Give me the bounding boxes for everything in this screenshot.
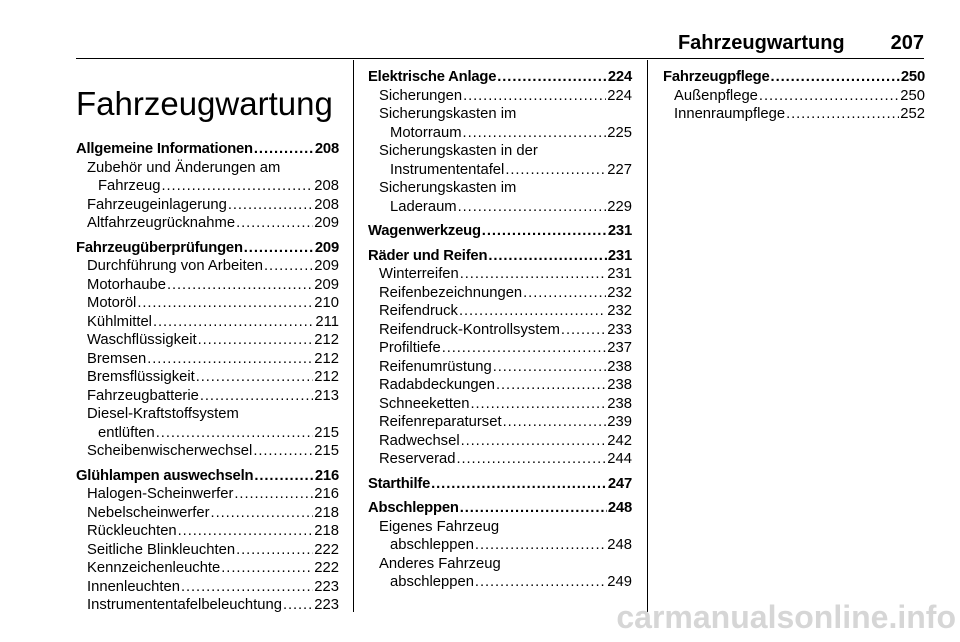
toc-row: [87, 424, 339, 443]
toc-entry[interactable]: [76, 276, 339, 295]
toc-entry[interactable]: [368, 432, 632, 451]
dot-leader: [228, 196, 313, 215]
toc-entry[interactable]: [368, 87, 632, 106]
toc-row: [674, 105, 925, 124]
dot-leader: [759, 87, 899, 106]
column-divider-2: [647, 60, 648, 612]
toc-section: [76, 467, 339, 615]
toc-page-number: 250: [900, 87, 925, 104]
toc-row: [87, 559, 339, 578]
dot-leader: [460, 265, 607, 284]
toc-entry[interactable]: [76, 331, 339, 350]
toc-entry[interactable]: [368, 413, 632, 432]
toc-row: [87, 541, 339, 560]
toc-row: [76, 239, 339, 258]
toc-entry-label: Reifenumrüstung: [379, 358, 492, 375]
toc-entry-label: Fahrzeugpflege: [663, 69, 770, 85]
toc-entry-label: Reifenbezeichnungen: [379, 284, 523, 301]
toc-entry[interactable]: [368, 395, 632, 414]
toc-entry[interactable]: [663, 105, 925, 124]
toc-entry-label: Seitliche Blinkleuchten: [87, 541, 236, 558]
toc-entry-label: Reifenreparaturset: [379, 414, 502, 430]
dot-leader: [561, 321, 606, 340]
running-header-title: Fahrzeugwartung: [677, 31, 845, 54]
toc-entry-line: Sicherungskasten in der: [379, 143, 538, 159]
toc-row: [87, 196, 339, 215]
dot-leader: [221, 559, 313, 578]
dot-leader: [460, 499, 607, 518]
toc-entry[interactable]: [76, 196, 339, 215]
toc-column-2: [368, 68, 632, 592]
toc-entry[interactable]: [663, 87, 925, 106]
toc-entry[interactable]: [368, 376, 632, 395]
toc-page-number: 209: [314, 276, 339, 293]
toc-page-number: 209: [314, 239, 339, 256]
toc-section-heading[interactable]: [368, 499, 632, 518]
toc-entry[interactable]: [76, 159, 339, 196]
toc-page-number: 222: [314, 560, 339, 576]
dot-leader: [236, 541, 313, 560]
toc-section-heading[interactable]: [663, 68, 925, 87]
dot-leader: [475, 573, 606, 592]
toc-entry-label: Motorraum: [390, 124, 462, 141]
toc-entry-label: Radabdeckungen: [379, 377, 496, 393]
toc-section: [76, 239, 339, 461]
toc-row: [379, 376, 632, 395]
toc-page-number: 216: [314, 486, 339, 502]
toc-page-number: 210: [314, 295, 339, 311]
toc-row: [87, 294, 339, 313]
dot-leader: [178, 522, 314, 541]
page-number: 207: [890, 31, 924, 54]
toc-row: [379, 450, 632, 469]
toc-page-number: 215: [314, 424, 339, 441]
toc-row: [87, 350, 339, 369]
toc-row: [379, 161, 632, 180]
toc-entry-label: Abschleppen: [368, 500, 459, 516]
dot-leader: [254, 140, 314, 159]
toc-page-number: 249: [607, 574, 632, 590]
toc-entry-label: Nebelscheinwerfer: [87, 504, 210, 521]
toc-row: [379, 413, 632, 432]
toc-page-number: 242: [607, 432, 632, 449]
dot-leader: [147, 350, 313, 369]
toc-entry[interactable]: [76, 350, 339, 369]
dot-leader: [471, 395, 607, 414]
toc-section: [76, 140, 339, 233]
toc-row: [368, 475, 632, 494]
toc-row: [87, 485, 339, 504]
dot-leader: [254, 467, 314, 486]
toc-row: [87, 214, 339, 233]
toc-entry-label: Außenpflege: [674, 87, 758, 104]
dot-leader: [786, 105, 899, 124]
toc-entry[interactable]: [368, 339, 632, 358]
dot-leader: [234, 485, 313, 504]
toc-entry[interactable]: [368, 358, 632, 377]
toc-page-number: 238: [607, 377, 632, 393]
dot-leader: [523, 284, 606, 303]
toc-row: [76, 467, 339, 486]
toc-entry[interactable]: [76, 522, 339, 541]
header-rule: [76, 58, 924, 59]
toc-page-number: 208: [314, 196, 339, 213]
toc-page-number: 244: [607, 451, 632, 467]
dot-leader: [167, 276, 313, 295]
toc-row: [379, 87, 632, 106]
dot-leader: [475, 536, 606, 555]
toc-entry-label: Glühlampen auswechseln: [76, 467, 254, 484]
toc-entry[interactable]: [76, 485, 339, 504]
toc-page-number: 231: [607, 223, 632, 239]
toc-entry[interactable]: [76, 214, 339, 233]
toc-entry-line: Sicherungskasten im: [379, 180, 517, 196]
toc-page-number: 223: [314, 578, 339, 595]
toc-entry-label: Sicherungen: [379, 87, 463, 104]
dot-leader: [497, 68, 607, 87]
toc-row: [368, 68, 632, 87]
toc-page-number: 252: [900, 106, 925, 122]
toc-entry[interactable]: [76, 294, 339, 313]
dot-leader: [488, 247, 607, 266]
toc-page-number: 232: [607, 303, 632, 319]
toc-entry-label: abschleppen: [390, 574, 474, 590]
toc-entry-label: Innenleuchten: [87, 578, 180, 595]
toc-page-number: 209: [314, 258, 339, 274]
toc-page-number: 211: [315, 313, 339, 330]
toc-section-heading[interactable]: [368, 68, 632, 87]
toc-page-number: 225: [607, 124, 632, 141]
toc-page-number: 224: [607, 69, 632, 85]
dot-leader: [196, 368, 314, 387]
toc-entry-line: Anderes Fahrzeug: [379, 555, 501, 572]
toc-row: [379, 124, 632, 143]
dot-leader: [236, 214, 313, 233]
toc-page-number: 209: [314, 215, 339, 231]
toc-row: [379, 536, 632, 555]
toc-row: [87, 177, 339, 196]
toc-section: [368, 499, 632, 592]
toc-entry[interactable]: [76, 578, 339, 597]
dot-leader: [493, 358, 607, 377]
toc-row: [87, 442, 339, 461]
toc-row: [368, 247, 632, 266]
dot-leader: [456, 450, 606, 469]
toc-entry[interactable]: [368, 179, 632, 216]
toc-page-number: 231: [607, 247, 632, 264]
toc-section-heading[interactable]: [368, 222, 632, 241]
toc-entry-line: Zubehör und Änderungen am: [87, 159, 281, 176]
dot-leader: [162, 177, 314, 196]
toc-page-number: 212: [314, 350, 339, 367]
toc-entry-label: Allgemeine Informationen: [76, 141, 253, 157]
toc-entry[interactable]: [368, 321, 632, 340]
toc-entry[interactable]: [76, 559, 339, 578]
toc-row: [368, 222, 632, 241]
toc-page-number: 237: [607, 340, 632, 356]
toc-row: [379, 573, 632, 592]
dot-leader: [153, 313, 314, 332]
toc-row: [379, 284, 632, 303]
toc-entry-label: abschleppen: [390, 537, 474, 553]
toc-entry-label: Scheibenwischerwechsel: [87, 443, 253, 459]
toc-row: [379, 432, 632, 451]
dot-leader: [463, 124, 607, 143]
toc-entry[interactable]: [368, 450, 632, 469]
toc-page-number: 208: [314, 178, 339, 194]
toc-page-number: 238: [607, 358, 632, 375]
toc-entry-label: Halogen-Scheinwerfer: [87, 486, 234, 502]
toc-row: [674, 87, 925, 106]
dot-leader: [503, 413, 607, 432]
toc-row: [379, 302, 632, 321]
toc-entry[interactable]: [368, 302, 632, 321]
toc-row: [87, 331, 339, 350]
dot-leader: [200, 387, 313, 406]
toc-entry-label: Instrumententafelbeleuchtung: [87, 597, 282, 613]
toc-page-number: 248: [607, 537, 632, 553]
toc-entry-label: Instrumententafel: [390, 161, 505, 178]
toc-entry[interactable]: [76, 387, 339, 406]
toc-page-number: 238: [607, 395, 632, 412]
dot-leader: [181, 578, 313, 597]
toc-page-number: 216: [314, 467, 339, 484]
dot-leader: [431, 475, 607, 494]
toc-page-number: 215: [314, 443, 339, 459]
toc-entry-label: Altfahrzeugrücknahme: [87, 215, 236, 231]
toc-entry[interactable]: [76, 504, 339, 523]
toc-entry[interactable]: [368, 284, 632, 303]
toc-entry-label: Reifendruck: [379, 303, 458, 319]
toc-entry-label: Starthilfe: [368, 475, 431, 492]
toc-entry[interactable]: [368, 105, 632, 142]
toc-entry[interactable]: [76, 541, 339, 560]
toc-entry-line: Eigenes Fahrzeug: [379, 518, 500, 535]
toc-page-number: 231: [607, 266, 632, 282]
toc-entry-label: Fahrzeugüberprüfungen: [76, 239, 243, 256]
toc-entry[interactable]: [368, 555, 632, 592]
toc-entry[interactable]: [76, 368, 339, 387]
toc-row: [379, 265, 632, 284]
toc-entry-label: Motoröl: [87, 295, 137, 311]
dot-leader: [482, 222, 607, 241]
toc-page-number: 218: [314, 504, 339, 521]
toc-entry[interactable]: [368, 518, 632, 555]
toc-row: [379, 358, 632, 377]
dot-leader: [505, 161, 606, 180]
dot-leader: [442, 339, 607, 358]
toc-page-number: 227: [607, 161, 632, 178]
toc-entry-label: Reifendruck-Kontrollsystem: [379, 321, 560, 338]
toc-entry-label: Fahrzeug: [98, 178, 161, 194]
toc-entry-line: Diesel-Kraftstoffsystem: [87, 406, 239, 422]
toc-entry[interactable]: [76, 442, 339, 461]
toc-entry[interactable]: [368, 142, 632, 179]
toc-entry-line: Sicherungskasten im: [379, 106, 517, 122]
toc-page-number: 239: [607, 414, 632, 430]
dot-leader: [458, 198, 607, 217]
toc-row: [368, 499, 632, 518]
toc-row: [87, 368, 339, 387]
toc-row: [87, 257, 339, 276]
toc-section: [368, 247, 632, 469]
toc-row: [379, 339, 632, 358]
toc-section-heading[interactable]: [76, 239, 339, 258]
dot-leader: [496, 376, 606, 395]
toc-section-heading[interactable]: [368, 475, 632, 494]
toc-row: [87, 578, 339, 597]
toc-entry[interactable]: [76, 405, 339, 442]
toc-entry-label: Radwechsel: [379, 432, 460, 449]
toc-page-number: 213: [314, 387, 339, 404]
toc-entry-label: Motorhaube: [87, 276, 166, 293]
toc-page-number: 212: [314, 332, 339, 348]
toc-entry-label: Räder und Reifen: [368, 247, 488, 264]
dot-leader: [463, 87, 606, 106]
toc-entry-label: Laderaum: [390, 198, 457, 215]
toc-entry-label: Kühlmittel: [87, 313, 152, 330]
toc-entry-label: Kennzeichenleuchte: [87, 560, 221, 576]
toc-section-heading[interactable]: [76, 140, 339, 159]
toc-section: [663, 68, 925, 124]
dot-leader: [264, 257, 313, 276]
dot-leader: [283, 596, 313, 615]
toc-page-number: 250: [900, 69, 925, 85]
toc-row: [87, 596, 339, 615]
toc-page-number: 224: [607, 87, 632, 104]
toc-section: [368, 68, 632, 216]
toc-entry-label: Reserverad: [379, 451, 456, 467]
watermark: carmanualsonline.info: [616, 599, 956, 635]
dot-leader: [461, 432, 607, 451]
toc-entry-label: Bremsflüssigkeit: [87, 369, 195, 385]
toc-entry[interactable]: [368, 265, 632, 284]
toc-page-number: 212: [314, 369, 339, 385]
toc-entry-label: Fahrzeugeinlagerung: [87, 196, 227, 213]
dot-leader: [211, 504, 314, 523]
toc-entry-label: Fahrzeugbatterie: [87, 387, 199, 404]
toc-section: [368, 222, 632, 241]
toc-row: [87, 504, 339, 523]
toc-page-number: 232: [607, 284, 632, 301]
dot-leader: [244, 239, 314, 258]
dot-leader: [198, 331, 314, 350]
toc-row: [87, 387, 339, 406]
toc-row: [379, 321, 632, 340]
toc-entry-label: Bremsen: [87, 350, 147, 367]
toc-row: [379, 395, 632, 414]
toc-row: [87, 313, 339, 332]
toc-entry-label: Durchführung von Arbeiten: [87, 258, 264, 274]
running-header: [560, 30, 924, 56]
toc-row: [663, 68, 925, 87]
toc-row: [87, 522, 339, 541]
toc-page-number: 222: [314, 541, 339, 558]
toc-entry-label: Wagenwerkzeug: [368, 223, 481, 239]
toc-section-heading[interactable]: [76, 467, 339, 486]
toc-entry[interactable]: [76, 257, 339, 276]
toc-page-number: 223: [314, 597, 339, 613]
dot-leader: [459, 302, 606, 321]
toc-page-number: 248: [607, 500, 632, 516]
toc-entry-label: Schneeketten: [379, 395, 470, 412]
toc-entry[interactable]: [76, 313, 339, 332]
toc-page-number: 229: [607, 198, 632, 215]
toc-page-number: 208: [314, 141, 339, 157]
toc-entry-label: Innenraumpflege: [674, 106, 786, 122]
toc-entry-label: Profiltiefe: [379, 340, 441, 356]
toc-page-number: 247: [607, 475, 632, 492]
dot-leader: [253, 442, 313, 461]
toc-row: [87, 276, 339, 295]
toc-entry-label: entlüften: [98, 424, 155, 441]
toc-section-heading[interactable]: [368, 247, 632, 266]
dot-leader: [137, 294, 313, 313]
toc-column-3: [663, 68, 925, 124]
dot-leader: [771, 68, 900, 87]
toc-page-number: 218: [314, 523, 339, 539]
toc-page-number: 233: [607, 321, 632, 338]
dot-leader: [156, 424, 314, 443]
toc-row: [76, 140, 339, 159]
toc-entry-label: Rückleuchten: [87, 523, 177, 539]
toc-entry-label: Elektrische Anlage: [368, 69, 497, 85]
toc-column-1: [76, 140, 339, 615]
chapter-title: Fahrzeugwartung: [76, 85, 333, 123]
toc-entry-label: Winterreifen: [379, 266, 459, 282]
toc-row: [379, 198, 632, 217]
toc-section: [368, 475, 632, 494]
toc-entry-label: Waschflüssigkeit: [87, 332, 197, 348]
column-divider-1: [353, 60, 354, 612]
toc-entry[interactable]: [76, 596, 339, 615]
